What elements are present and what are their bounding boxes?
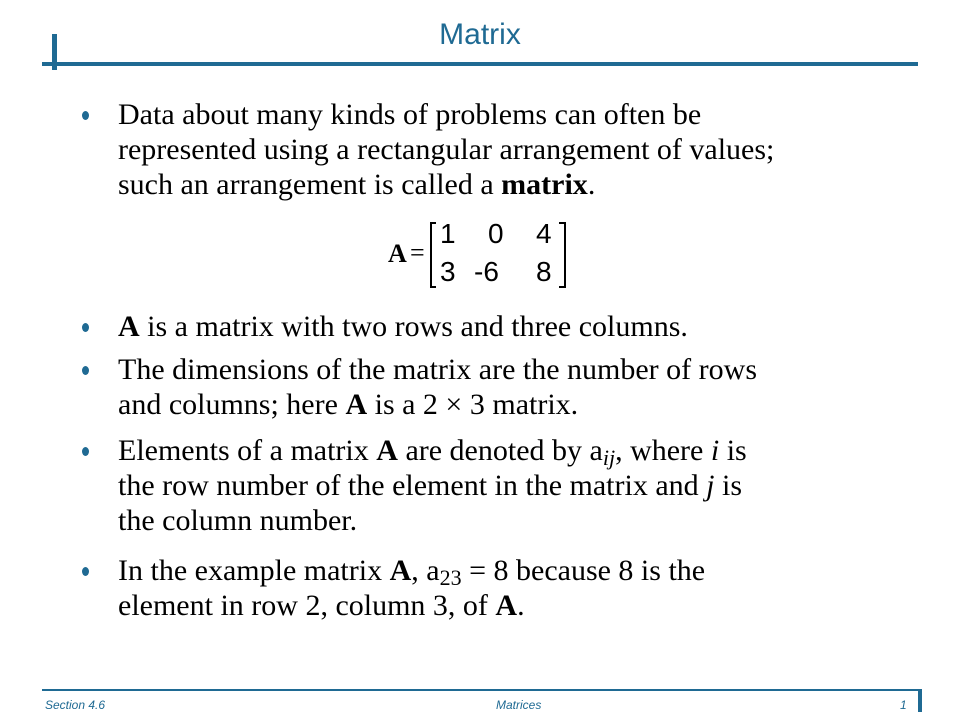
footer-tick <box>918 690 922 712</box>
bullet-3-line-1: The dimensions of the matrix are the number of rows <box>118 353 757 386</box>
matrix-cell: 8 <box>536 256 552 287</box>
bullet-2-text: is a matrix with two rows and three columns. <box>139 310 688 343</box>
bullet-dot <box>82 111 89 120</box>
matrix-cell: 3 <box>440 256 456 287</box>
bullet-1-line-3: such an arrangement is called a <box>118 168 502 201</box>
bullet-1-line-2: represented using a rectangular arrangement of values; <box>118 133 775 166</box>
bullet-1-line-1: Data about many kinds of problems can often be <box>118 98 702 131</box>
bullet-1-bold-term: matrix <box>501 168 588 201</box>
footer-topic: Matrices <box>496 698 542 712</box>
matrix-right-bracket <box>564 222 566 288</box>
matrix-equals: = <box>410 238 425 267</box>
bullet-dot <box>82 323 89 332</box>
matrix-left-bracket <box>430 222 432 288</box>
matrix-label: A <box>388 239 407 268</box>
matrix-cell: -6 <box>474 256 499 287</box>
title-rule <box>42 62 918 66</box>
title-tick <box>52 34 57 70</box>
footer-section: Section 4.6 <box>45 698 106 712</box>
bullet-4-line-3: the column number. <box>118 504 358 537</box>
matrix-cell: 4 <box>536 218 552 249</box>
footer-rule <box>42 689 922 691</box>
bullet-dot <box>82 447 89 456</box>
bullet-3-dimensions: is a 2 × 3 matrix. <box>367 388 579 421</box>
matrix-cell: 1 <box>440 218 456 249</box>
matrix-equation <box>388 220 588 292</box>
slide-title: Matrix <box>439 18 521 51</box>
footer-page-number: 1 <box>900 698 907 712</box>
bullet-dot <box>82 567 89 576</box>
bullet-dot <box>82 366 89 375</box>
bullet-2-bold: A <box>118 310 140 343</box>
matrix-cell: 0 <box>488 218 504 249</box>
